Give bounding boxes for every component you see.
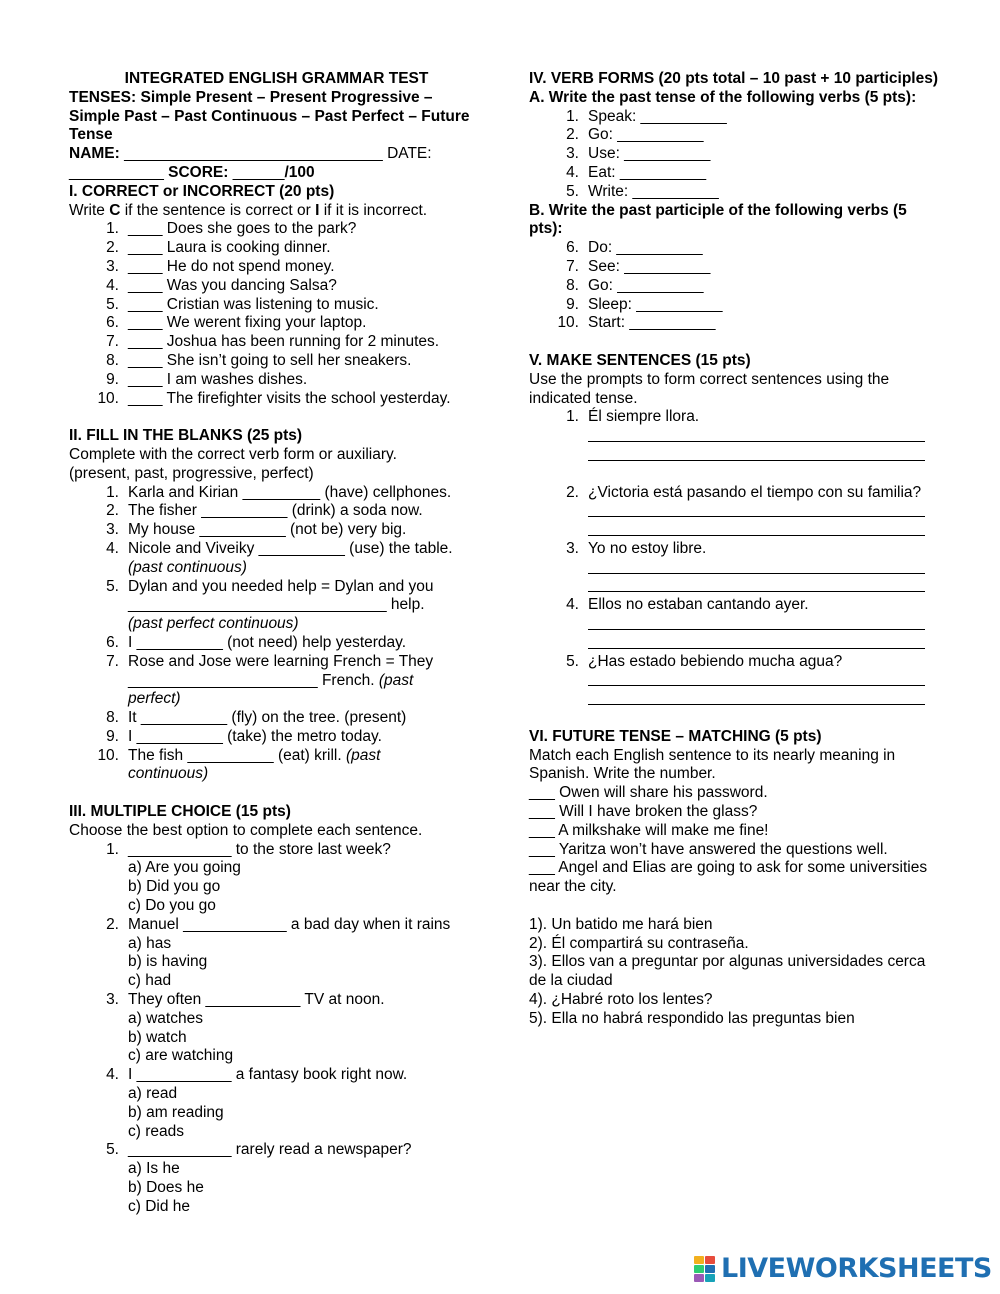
- matching-spanish-list: [529, 916, 944, 1029]
- list-item[interactable]: 4. Eat: __________: [566, 163, 707, 181]
- list-item[interactable]: 9. I __________ (take) the metro today.: [106, 727, 382, 745]
- section2-instruction-2: (present, past, progressive, perfect): [69, 464, 314, 482]
- question: [69, 991, 484, 1066]
- list-item[interactable]: 7. See: __________: [566, 257, 711, 275]
- question: [69, 1066, 484, 1141]
- question-text: 1. ____________ to the store last week?: [106, 840, 391, 858]
- list-item[interactable]: 6. Do: __________: [566, 239, 703, 257]
- list-item[interactable]: 4. Nicole and Viveiky __________ (use) the table. (past continuous): [106, 539, 453, 576]
- list-item: 5). Ella no habrá respondido las preguntas bien: [529, 1009, 855, 1027]
- question: [69, 916, 484, 991]
- name-label: NAME:: [69, 145, 120, 163]
- list-item[interactable]: 6. ____ We werent fixing your laptop.: [106, 314, 367, 332]
- section1-list: [69, 220, 484, 408]
- question-text: 4. I ___________ a fantasy book right now.: [106, 1066, 408, 1084]
- answer-line[interactable]: [588, 555, 925, 574]
- list-item[interactable]: 5. Write: __________: [566, 182, 719, 200]
- option[interactable]: a) watches: [128, 1009, 203, 1027]
- section6-instruction: Match each English sentence to its nearly meaning in Spanish. Write the number.: [529, 746, 896, 783]
- list-item: 2). Él compartirá su contraseña.: [529, 934, 749, 952]
- list-item[interactable]: 6. I __________ (not need) help yesterday.: [106, 633, 407, 651]
- list-item[interactable]: ___ Yaritza won’t have answered the questions well.: [529, 840, 888, 858]
- option[interactable]: c) had: [128, 972, 172, 990]
- list-item[interactable]: 4. ____ Was you dancing Salsa?: [106, 276, 337, 294]
- option[interactable]: c) Did he: [128, 1197, 191, 1215]
- score-blank[interactable]: ______: [232, 163, 285, 181]
- list-item[interactable]: 10. Start: __________: [557, 314, 716, 332]
- section1-instruction: Write C if the sentence is correct or I if it is incorrect.: [69, 201, 428, 219]
- name-blank[interactable]: ______________________________: [124, 145, 383, 163]
- section4-a-list: [529, 108, 944, 202]
- left-column: [69, 70, 484, 1217]
- option[interactable]: c) Do you go: [128, 897, 216, 915]
- option[interactable]: c) reads: [128, 1122, 184, 1140]
- section3-list: [69, 841, 484, 1217]
- list-item[interactable]: 10. ____ The firefighter visits the school yesterday.: [97, 389, 451, 407]
- list-item[interactable]: 9. Sleep: __________: [566, 295, 723, 313]
- list-item[interactable]: 9. ____ I am washes dishes.: [106, 370, 308, 388]
- section2-title: II. FILL IN THE BLANKS (25 pts): [69, 427, 303, 445]
- tenses-subtitle: TENSES: Simple Present – Present Progressive – Simple Past – Past Continuous – Past Perfect – Future Tense: [69, 88, 470, 144]
- list-item[interactable]: 3. My house __________ (not be) very big.: [106, 521, 407, 539]
- list-item: 3). Ellos van a preguntar por algunas universidades cerca de la ciudad: [529, 953, 926, 990]
- option[interactable]: b) am reading: [128, 1103, 224, 1121]
- answer-line[interactable]: [588, 517, 925, 536]
- matching-english-list: [529, 784, 944, 897]
- answer-line[interactable]: [588, 442, 925, 461]
- answer-line[interactable]: [588, 611, 925, 630]
- list-item[interactable]: 1. ____ Does she goes to the park?: [106, 220, 357, 238]
- list-item[interactable]: 7. Rose and Jose were learning French = They ______________________ French. (past perfect): [106, 652, 434, 708]
- date-label: DATE:: [387, 145, 432, 163]
- option[interactable]: c) are watching: [128, 1047, 234, 1065]
- list-item[interactable]: 8. Go: __________: [566, 276, 704, 294]
- section5-list: [529, 408, 944, 709]
- section6-title: VI. FUTURE TENSE – MATCHING (5 pts): [529, 727, 822, 745]
- section4-part-b: B. Write the past participle of the following verbs (5 pts):: [529, 201, 907, 238]
- test-title: INTEGRATED ENGLISH GRAMMAR TEST: [124, 70, 429, 87]
- list-item[interactable]: 2. The fisher __________ (drink) a soda now.: [106, 502, 423, 520]
- score-total: /100: [284, 163, 315, 181]
- section4-part-a: A. Write the past tense of the following verbs (5 pts):: [529, 88, 917, 106]
- section4-b-list: [529, 239, 944, 333]
- list-item[interactable]: 2. Go: __________: [566, 126, 704, 144]
- option[interactable]: a) Are you going: [128, 859, 241, 877]
- list-item[interactable]: 1. Speak: __________: [566, 107, 727, 125]
- question-text: 2. Manuel ____________ a bad day when it rains: [106, 915, 451, 933]
- question-text: 3. They often ___________ TV at noon.: [106, 991, 385, 1009]
- section1-title: I. CORRECT or INCORRECT (20 pts): [69, 182, 335, 200]
- list-item: 3. Yo no estoy libre.: [566, 539, 707, 557]
- list-item[interactable]: 7. ____ Joshua has been running for 2 minutes.: [106, 333, 440, 351]
- option[interactable]: a) Is he: [128, 1160, 180, 1178]
- list-item[interactable]: ___ Angel and Elias are going to ask for some universities near the city.: [529, 859, 928, 896]
- option[interactable]: b) Does he: [128, 1179, 204, 1197]
- answer-line[interactable]: [588, 574, 925, 593]
- section3-instruction: Choose the best option to complete each sentence.: [69, 821, 423, 839]
- list-item[interactable]: 5. ____ Cristian was listening to music.: [106, 295, 379, 313]
- answer-line[interactable]: [588, 630, 925, 649]
- liveworksheets-logo-icon: [694, 1256, 715, 1282]
- list-item: 5. ¿Has estado bebiendo mucha agua?: [566, 652, 843, 670]
- list-item[interactable]: 3. Use: __________: [566, 145, 711, 163]
- list-item[interactable]: 8. ____ She isn’t going to sell her sneakers.: [106, 351, 412, 369]
- section5-title: V. MAKE SENTENCES (15 pts): [529, 351, 751, 369]
- list-item[interactable]: 10. The fish __________ (eat) krill. (past continuous): [97, 746, 381, 783]
- name-score-line: [69, 145, 484, 183]
- score-label: SCORE:: [168, 163, 229, 181]
- option[interactable]: b) Did you go: [128, 878, 221, 896]
- right-column: [529, 70, 944, 1029]
- section3-title: III. MULTIPLE CHOICE (15 pts): [69, 803, 291, 821]
- option[interactable]: b) is having: [128, 953, 208, 971]
- option[interactable]: a) read: [128, 1085, 178, 1103]
- section4-title: IV. VERB FORMS (20 pts total – 10 past + 10 participles): [529, 70, 939, 87]
- option[interactable]: b) watch: [128, 1028, 187, 1046]
- list-item[interactable]: ___ A milkshake will make me fine!: [529, 821, 769, 839]
- list-item: 1. Él siempre llora.: [566, 408, 700, 426]
- list-item[interactable]: 2. ____ Laura is cooking dinner.: [106, 239, 331, 257]
- answer-line[interactable]: [588, 686, 925, 705]
- list-item[interactable]: 5. Dylan and you needed help = Dylan and you ______________________________ help. (past perfect continuous): [106, 577, 434, 633]
- list-item: 1). Un batido me hará bien: [529, 915, 713, 933]
- answer-line[interactable]: [588, 498, 925, 517]
- list-item[interactable]: 3. ____ He do not spend money.: [106, 257, 335, 275]
- date-blank[interactable]: ___________: [69, 163, 164, 181]
- question: [69, 841, 484, 916]
- list-item[interactable]: ___ Owen will share his password.: [529, 784, 768, 802]
- section5-instruction: Use the prompts to form correct sentences using the indicated tense.: [529, 370, 890, 407]
- section2-list: [69, 484, 484, 785]
- answer-line[interactable]: [588, 668, 925, 687]
- liveworksheets-logo: [694, 1252, 992, 1284]
- option[interactable]: a) has: [128, 934, 172, 952]
- answer-line[interactable]: [588, 423, 925, 442]
- list-item[interactable]: 8. It __________ (fly) on the tree. (present): [106, 709, 407, 727]
- list-item: 4). ¿Habré roto los lentes?: [529, 991, 713, 1009]
- list-item[interactable]: ___ Will I have broken the glass?: [529, 803, 758, 821]
- question: [69, 1141, 484, 1216]
- list-item: 4. Ellos no estaban cantando ayer.: [566, 596, 809, 614]
- section2-instruction: Complete with the correct verb form or auxiliary.: [69, 445, 397, 463]
- logo-text: LIVEWORKSHEETS: [721, 1252, 992, 1284]
- list-item: 2. ¿Victoria está pasando el tiempo con su familia?: [566, 483, 922, 501]
- question-text: 5. ____________ rarely read a newspaper?: [106, 1141, 412, 1159]
- list-item[interactable]: 1. Karla and Kirian _________ (have) cellphones.: [106, 483, 452, 501]
